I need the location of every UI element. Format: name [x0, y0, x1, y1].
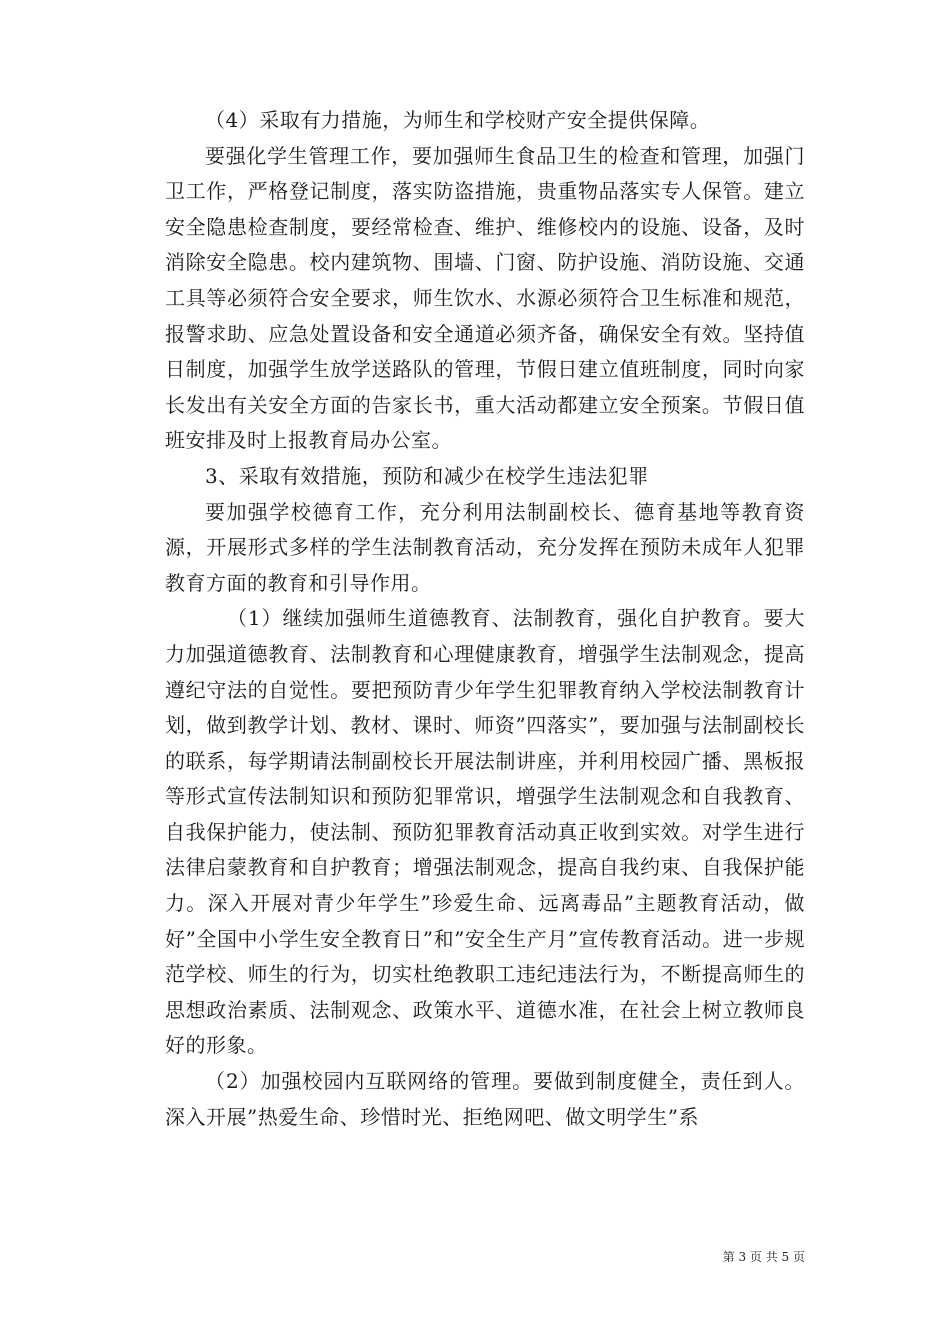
- paragraph-measure-1: （1）继续加强师生道德教育、法制教育，强化自护教育。要大力加强道德教育、法制教育和心理健康教育，增强学生法制观念，提高遵纪守法的自觉性。要把预防青少年学生犯罪教育纳入学校法制教育计划，做到教学计划、教材、课时、师资”四落实”，要加强与法制副校长的联系，每学期请法制副校长开展法制讲座，并利用校园广播、黑板报等形式宣传法制知识和预防犯罪常识，增强学生法制观念和自我教育、自我保护能力，使法制、预防犯罪教育活动真正收到实效。对学生进行法律启蒙教育和自护教育；增强法制观念，提高自我约束、自我保护能力。深入开展对青少年学生”珍爱生命、远离毒品”主题教育活动，做好”全国中小学生安全教育日”和”安全生产月”宣传教育活动。进一步规范学校、师生的行为，切实杜绝教职工违纪违法行为，不断提高师生的思想政治素质、法制观念、政策水平、道德水准，在社会上树立教师良好的形象。: [165, 606, 805, 1058]
- page-number-footer: 第 3 页 共 5 页: [722, 1250, 805, 1264]
- document-body: [165, 103, 805, 1135]
- paragraph-measure-4-heading: （4）采取有力措施，为师生和学校财产安全提供保障。: [205, 108, 711, 132]
- paragraph-student-management: 要强化学生管理工作，要加强师生食品卫生的检查和管理，加强门卫工作，严格登记制度，落实防盗措施，贵重物品落实专人保管。建立安全隐患检查制度，要经常检查、维护、维修校内的设施、设备，及时消除安全隐患。校内建筑物、围墙、门窗、防护设施、消防设施、交通工具等必须符合安全要求，师生饮水、水源必须符合卫生标准和规范，报警求助、应急处置设备和安全通道必须齐备，确保安全有效。坚持值日制度，加强学生放学送路队的管理，节假日建立值班制度，同时向家长发出有关安全方面的告家长书，重大活动都建立安全预案。节假日值班安排及时上报教育局办公室。: [165, 143, 805, 453]
- paragraph-measure-2: （2）加强校园内互联网络的管理。要做到制度健全，责任到人。深入开展”热爱生命、珍惜时光、拒绝网吧、做文明学生”系: [165, 1069, 805, 1129]
- paragraph-moral-education: 要加强学校德育工作，充分利用法制副校长、德育基地等教育资源，开展形式多样的学生法制教育活动，充分发挥在预防未成年人犯罪教育方面的教育和引导作用。: [165, 499, 805, 595]
- section-heading-3: 3、采取有效措施，预防和减少在校学生违法犯罪: [205, 463, 649, 488]
